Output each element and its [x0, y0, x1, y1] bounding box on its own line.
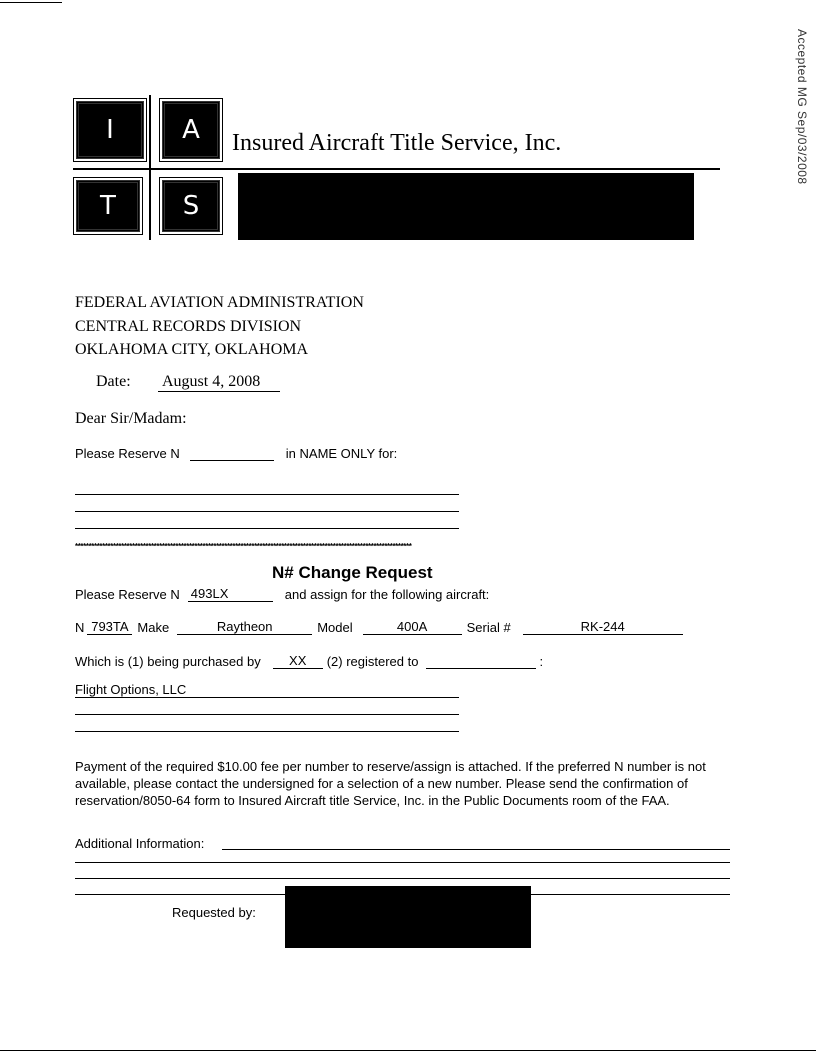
- registered-label: (2) registered to: [326, 654, 419, 669]
- reserve-n-field[interactable]: 493LX: [188, 586, 273, 602]
- serial-label: Serial #: [466, 620, 511, 635]
- logo-letter-a: A: [162, 101, 220, 159]
- date-field[interactable]: August 4, 2008: [158, 373, 280, 392]
- addressee-line: OKLAHOMA CITY, OKLAHOMA: [75, 341, 309, 358]
- date-label: Date:: [96, 373, 131, 390]
- redacted-signature: [285, 886, 531, 948]
- logo-letter-s: S: [162, 180, 220, 232]
- serial-field[interactable]: RK-244: [523, 619, 683, 635]
- colon: :: [539, 654, 544, 669]
- purchase-row: [75, 653, 543, 669]
- logo-letter-i: I: [76, 101, 144, 159]
- additional-info-line[interactable]: [222, 849, 730, 850]
- make-field[interactable]: Raytheon: [177, 619, 312, 635]
- owner-line[interactable]: [75, 714, 459, 715]
- requested-by-label: Requested by:: [172, 905, 256, 920]
- scan-edge-line: [0, 1050, 816, 1051]
- model-label: Model: [317, 620, 353, 635]
- reserve-suffix: in NAME ONLY for:: [285, 446, 398, 461]
- aircraft-row: [75, 619, 683, 635]
- purchased-label: Which is (1) being purchased by: [75, 654, 261, 669]
- redacted-block: [238, 173, 694, 240]
- company-name: Insured Aircraft Title Service, Inc.: [232, 130, 562, 156]
- received-stamp: Accepted MG Sep/03/2008: [795, 29, 809, 185]
- additional-info-line[interactable]: [75, 862, 730, 863]
- reserve-label: Please Reserve N: [75, 587, 180, 602]
- n-label: N: [75, 620, 85, 635]
- letterhead-rule: [73, 168, 720, 170]
- reserve-label: Please Reserve N: [75, 446, 180, 461]
- reserve-assign-row: [75, 586, 489, 602]
- additional-info-line[interactable]: [75, 878, 730, 879]
- n-number-field[interactable]: 793TA: [87, 619, 132, 635]
- make-label: Make: [137, 620, 170, 635]
- reserve-suffix: and assign for the following aircraft:: [284, 587, 490, 602]
- scan-edge-line: [0, 2, 62, 3]
- payment-paragraph: Payment of the required $10.00 fee per number to reserve/assign is attached. If the preferred N number is not available, please contact the undersigned for a selection of a new number. Please send the confirmation of reservation/8050-64 form to Insured Aircraft title Service, Inc. in the Public Documents room of the FAA.: [75, 759, 706, 808]
- name-line[interactable]: [75, 528, 459, 529]
- name-line[interactable]: [75, 494, 459, 495]
- model-field[interactable]: 400A: [363, 619, 462, 635]
- reserve-n-field[interactable]: [190, 445, 274, 461]
- asterisk-separator: ****************************************************************************************************************************: [75, 542, 412, 551]
- addressee-line: CENTRAL RECORDS DIVISION: [75, 317, 302, 335]
- change-request-title: N# Change Request: [272, 563, 433, 582]
- salutation: Dear Sir/Madam:: [75, 410, 187, 427]
- owner-line[interactable]: [75, 731, 459, 732]
- purchased-by-field[interactable]: XX: [273, 653, 323, 669]
- additional-info-label: Additional Information:: [75, 836, 205, 851]
- addressee-line: FEDERAL AVIATION ADMINISTRATION: [75, 294, 364, 311]
- logo-letter-t: T: [76, 180, 140, 232]
- registered-to-field[interactable]: [426, 653, 536, 669]
- addressee-block: [75, 291, 364, 362]
- owner-line[interactable]: Flight Options, LLC: [75, 682, 459, 698]
- reserve-name-row: [75, 445, 397, 461]
- name-line[interactable]: [75, 511, 459, 512]
